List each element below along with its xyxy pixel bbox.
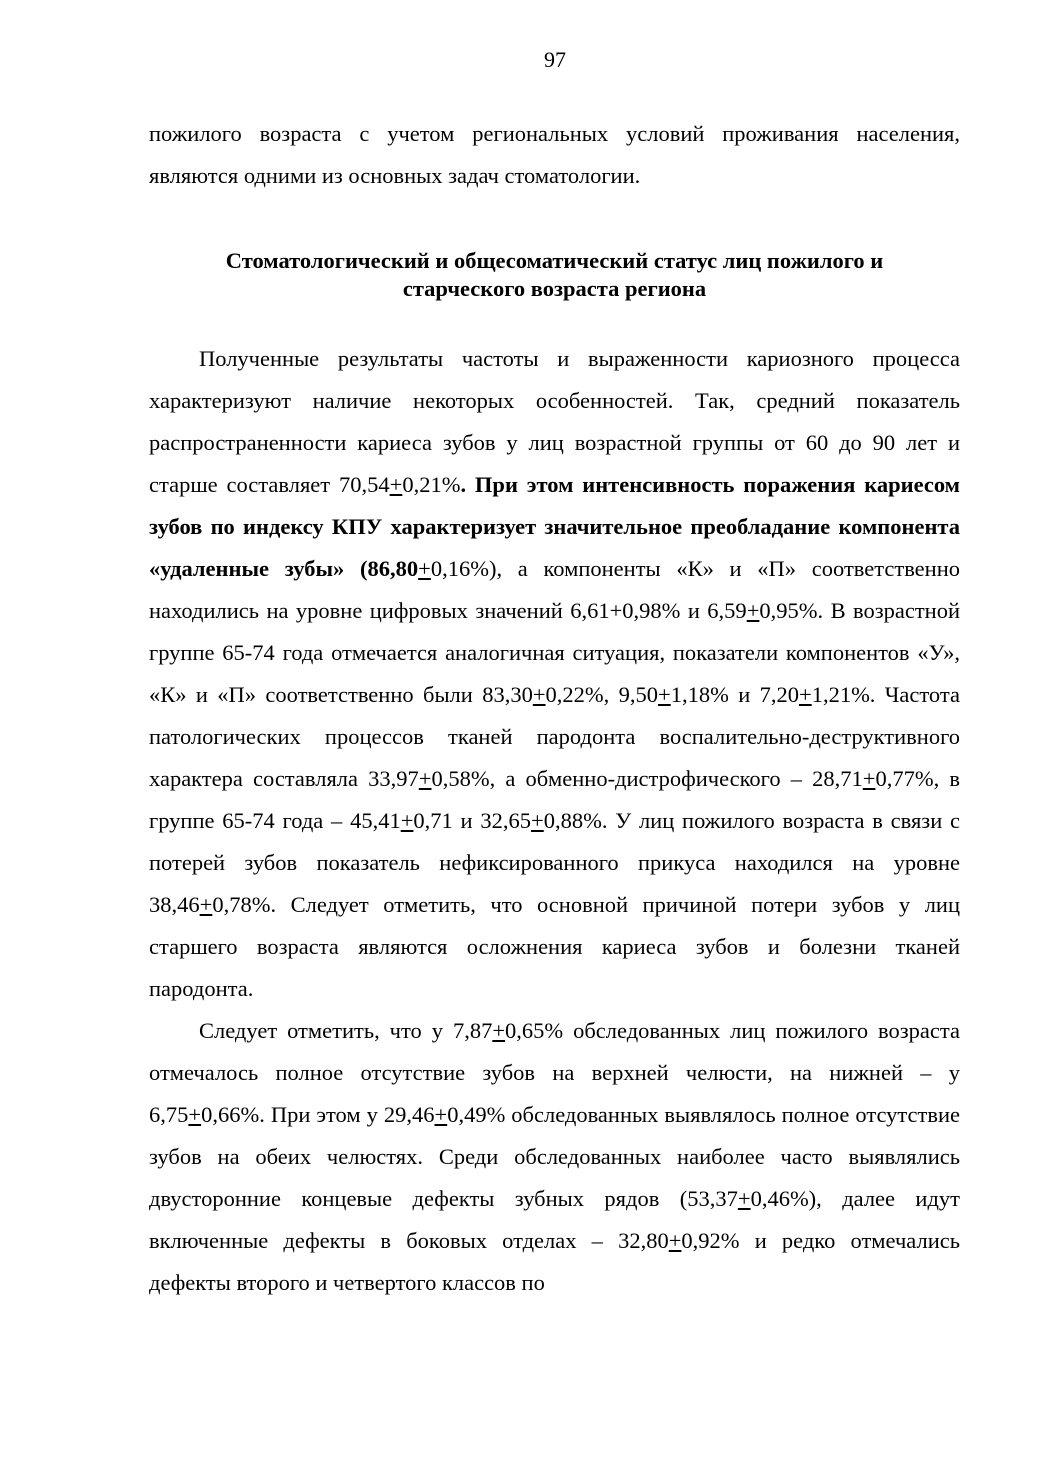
text-segment: 0,78%. Следует отметить, что основной причиной потери зубов у лиц старшего возраста являются осложнения кариеса зубов и болезни тканей пародонта. [149,892,960,1001]
plus-minus-sign: + [658,682,671,707]
plus-minus-sign: + [532,682,546,707]
text-segment: 0,16%), а компоненты «К» и «П» соответственно находились на уровне цифровых значений 6,61+0,98% и 6,59 [149,556,961,623]
body-text [149,338,960,1304]
text-segment: 0,88%. У лиц пожилого возраста в связи с потерей зубов показатель нефиксированного прикуса находился на уровне 38,46 [149,808,961,917]
plus-minus-sign: + [737,1186,751,1211]
text-segment: 1,21%. Частота патологических процессов тканей пародонта воспалительно-деструктивного характера составляла 33,97 [149,682,960,791]
plus-minus-sign: + [862,766,876,791]
paragraph-caries-stats [149,338,960,1010]
text-segment: Полученные результаты частоты и выраженности кариозного процесса характеризуют наличие некоторых особенностей. Так, средний показатель распространенности кариеса зубов у лиц возрастной группы от 60 до 90 лет и старше составляет 70,54 [149,346,960,497]
plus-minus-sign: + [798,682,812,707]
text-segment: 0,22%, 9,50 [545,682,659,707]
plus-minus-sign: + [418,766,432,791]
text-segment: 0,71 и 32,65 [413,808,532,833]
bold-period: . При этом интенсивность поражения кариесом зубов по индексу КПУ характеризует значительное преобладание компонента «удаленные зубы» (86,80 [149,472,960,581]
plus-minus-sign: + [492,1018,506,1043]
text-segment: 0,65% обследованных лиц пожилого возраста отмечалось полное отсутствие зубов на верхней челюсти, на нижней – у 6,75 [149,1018,960,1127]
text-segment: 0,58%, а обменно-дистрофического – 28,71 [431,766,863,791]
intro-paragraph [149,113,960,197]
plus-minus-sign: + [199,892,213,917]
plus-minus-sign: + [418,556,431,581]
paragraph-edentulism-stats [149,1010,960,1304]
plus-minus-sign: + [668,1228,682,1253]
section-heading [149,247,960,303]
text-segment: 0,49% обследованных выявлялось полное отсутствие зубов на обеих челюстях. Среди обследованных наиболее часто выявлялись двусторонние концевые дефекты зубных рядов (53,37 [149,1102,960,1211]
text-segment: 1,18% и 7,20 [670,682,799,707]
section-heading-line-1: Стоматологический и общесоматический статус лиц пожилого и [225,248,884,273]
plus-minus-sign: + [434,1102,448,1127]
plus-minus-sign: + [400,808,414,833]
text-segment: 0,77%, в группе 65-74 года – 45,41 [149,766,960,833]
text-segment: 0,92% и редко отмечались дефекты второго и четвертого классов по [149,1228,960,1295]
text-segment: Следует отметить, что у 7,87 [199,1018,493,1043]
page-number: 97 [544,47,566,72]
intro-text: пожилого возраста с учетом региональных условий проживания населения, являются одними из основных задач стоматологии. [149,121,960,188]
section-heading-line-2: старческого возраста региона [402,276,707,301]
plus-minus-sign: + [188,1102,202,1127]
text-segment: 0,21% [402,472,461,497]
plus-minus-sign: + [531,808,544,833]
text-segment: 0,95%. В возрастной группе 65-74 года отмечается аналогичная ситуация, показатели компонентов «У», «К» и «П» соответственно были 83,30 [149,598,961,707]
plus-minus-sign: + [746,598,760,623]
text-segment: 0,66%. При этом у 29,46 [201,1102,435,1127]
text-segment: 0,46%), далее идут включенные дефекты в боковых отделах – 32,80 [149,1186,960,1253]
plus-minus-sign: + [389,472,403,497]
